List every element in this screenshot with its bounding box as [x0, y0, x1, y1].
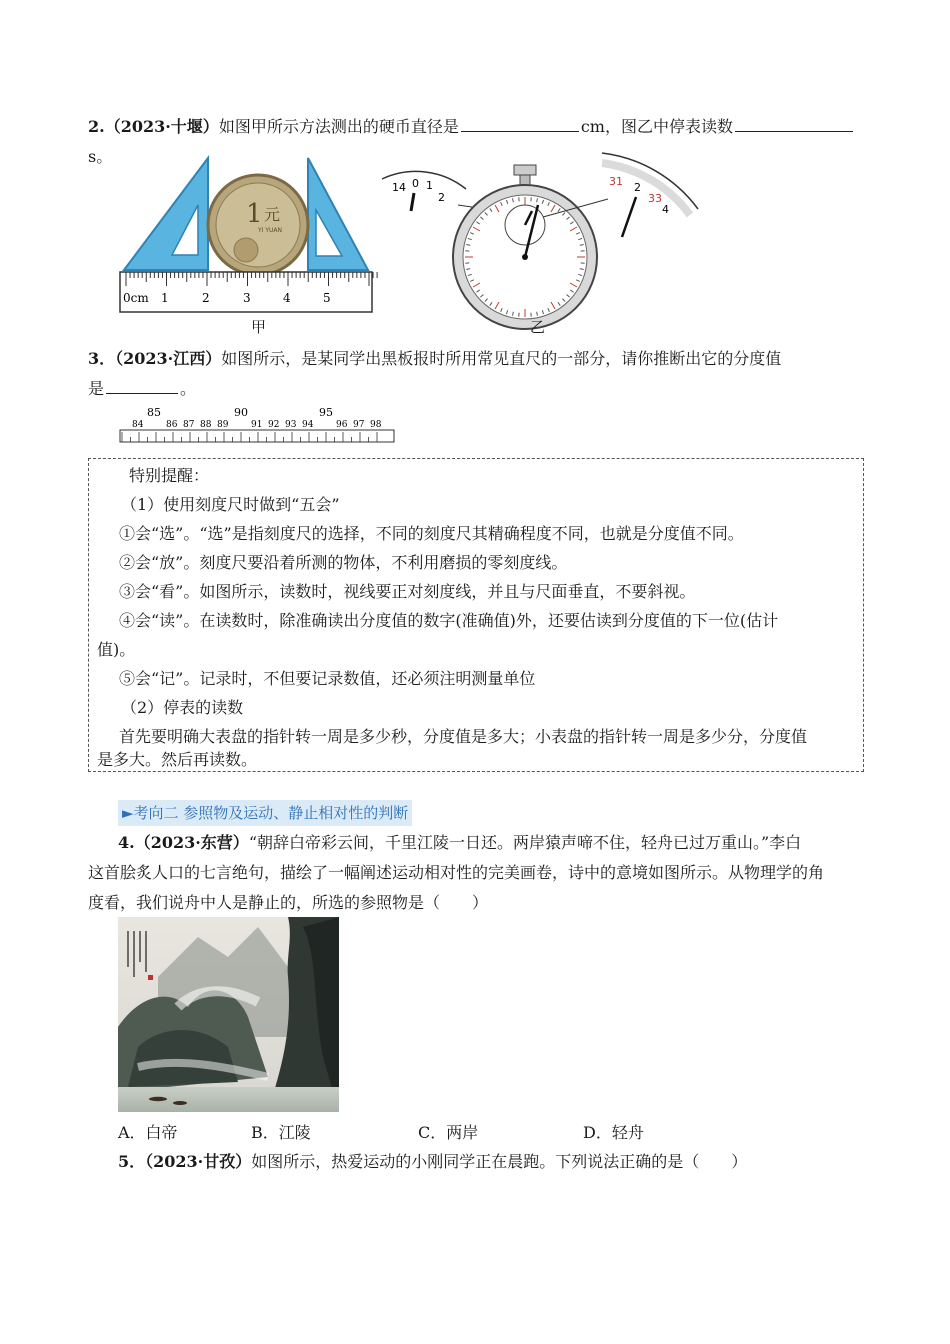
tips-title: 特别提醒：	[129, 466, 210, 485]
ruler-minor-label: 94	[302, 420, 314, 430]
stopwatch-figure	[378, 145, 708, 330]
question-3	[88, 344, 868, 404]
tips-line: 值)。	[97, 640, 136, 659]
ruler-minor-label: 97	[353, 420, 365, 430]
tips-line: ③会“看”。如图所示，读数时，视线要正对刻度线，并且与尺面垂直，不要斜视。	[119, 582, 696, 601]
question-text: 如图所示，是某同学出黑板报时所用常见直尺的一部分，请你推断出它的分度值	[221, 349, 782, 368]
option-d[interactable]: D．轻舟	[583, 1123, 644, 1142]
big-dial-label: 33	[648, 192, 662, 205]
ruler-minor-label: 96	[336, 420, 348, 430]
answer-blank[interactable]	[461, 115, 579, 132]
tips-line: ④会“读”。在读数时，除准确读出分度值的数字(准确值)外，还要估读到分度值的下一位(估计	[119, 611, 779, 630]
question-source: （2023·十堰）	[104, 117, 219, 136]
coin-ruler-figure	[118, 150, 378, 320]
big-dial-label: 2	[634, 181, 641, 194]
tips-line: 是多大。然后再读数。	[97, 750, 258, 769]
ruler-minor-label: 86	[166, 420, 178, 430]
coin-text: YI YUAN	[258, 227, 282, 234]
ruler-minor-label: 91	[251, 420, 263, 430]
coin-unit: 元	[264, 205, 281, 224]
ruler-tick-label: 4	[283, 291, 291, 305]
ruler-major-label: 85	[147, 406, 161, 419]
question-number: 3．	[88, 349, 116, 368]
question-number: 4.	[118, 833, 135, 852]
tips-line: 首先要明确大表盘的指针转一周是多少秒，分度值是多大；小表盘的指针转一周是多少分，分度值	[119, 727, 808, 746]
ruler-minor-label: 98	[370, 420, 382, 430]
ruler-tick-label: 3	[243, 291, 251, 305]
ruler-minor-label: 88	[200, 420, 212, 430]
ruler-tick-label: 0cm	[123, 291, 149, 305]
ruler-84-98-figure	[118, 403, 398, 445]
figure-label-yi: 乙	[530, 318, 546, 336]
small-dial-label: 0	[412, 177, 419, 190]
ruler-minor-label: 87	[183, 420, 195, 430]
big-dial-label: 4	[662, 203, 669, 216]
question-number: 5．	[118, 1152, 146, 1171]
ruler-minor-label: 89	[217, 420, 229, 430]
question-source: （2023·甘孜）	[145, 1152, 252, 1171]
option-b[interactable]: B．江陵	[251, 1123, 311, 1142]
ruler-minor-label: 93	[285, 420, 297, 430]
question-number: 2.	[88, 117, 105, 136]
tips-line: ①会“选”。“选”是指刻度尺的选择，不同的刻度尺其精确程度不同，也就是分度值不同。	[119, 524, 744, 543]
ruler-body	[120, 430, 394, 442]
figure-label-jia: 甲	[251, 318, 267, 336]
question-text: 。	[180, 379, 197, 398]
ruler-tick-label: 2	[202, 291, 210, 305]
small-dial-label: 2	[438, 191, 445, 204]
question-text: 如图甲所示方法测出的硬币直径是	[218, 117, 459, 136]
small-dial-needle	[411, 193, 414, 211]
ruler-major-label: 95	[319, 406, 333, 419]
coin-value: 1	[246, 199, 263, 229]
ruler-minor-label: 84	[132, 420, 144, 430]
section-heading: ►考向二 参照物及运动、静止相对性的判断	[118, 800, 412, 826]
question-text: 度看，我们说舟中人是静止的，所选的参照物是（ ）	[88, 893, 489, 912]
ruler-major-label: 90	[234, 406, 248, 419]
landscape-painting	[118, 917, 339, 1112]
big-dial-needle	[622, 197, 636, 237]
ruler-minor-label: 92	[268, 420, 280, 430]
small-dial-label: 1	[426, 179, 433, 192]
question-text: 如图所示，热爱运动的小刚同学正在晨跑。下列说法正确的是（ ）	[251, 1152, 748, 1171]
question-4	[88, 828, 868, 918]
question-text: “朝辞白帝彩云间，千里江陵一日还。两岸猿声啼不住，轻舟已过万重山。”李白	[248, 833, 802, 852]
question-text: cm，图乙中停表读数	[580, 117, 733, 136]
answer-blank[interactable]	[735, 115, 853, 132]
ruler-tick-label: 5	[323, 291, 331, 305]
option-c[interactable]: C．两岸	[418, 1123, 479, 1142]
question-source: （2023·江西）	[115, 349, 222, 368]
option-a[interactable]: A．白帝	[118, 1123, 178, 1142]
question-text: 是	[88, 379, 105, 398]
question-source: （2023·东营）	[134, 833, 249, 852]
question-text: s。	[88, 147, 113, 166]
tips-line: （2）停表的读数	[121, 698, 244, 717]
tips-box	[88, 458, 864, 772]
small-dial-label: 14	[392, 181, 406, 194]
answer-blank[interactable]	[106, 377, 178, 394]
tips-line: （1）使用刻度尺时做到“五会”	[121, 495, 340, 514]
big-dial-label: 31	[609, 175, 623, 188]
question-text: 这首脍炙人口的七言绝句，描绘了一幅阐述运动相对性的完美画卷，诗中的意境如图所示。从物理学的角	[88, 863, 825, 882]
tips-line: ②会“放”。刻度尺要沿着所测的物体，不利用磨损的零刻度线。	[119, 553, 568, 572]
question-5	[88, 1147, 868, 1177]
ruler-tick-label: 1	[161, 291, 169, 305]
tips-line: ⑤会“记”。记录时，不但要记录数值，还必须注明测量单位	[119, 669, 536, 688]
